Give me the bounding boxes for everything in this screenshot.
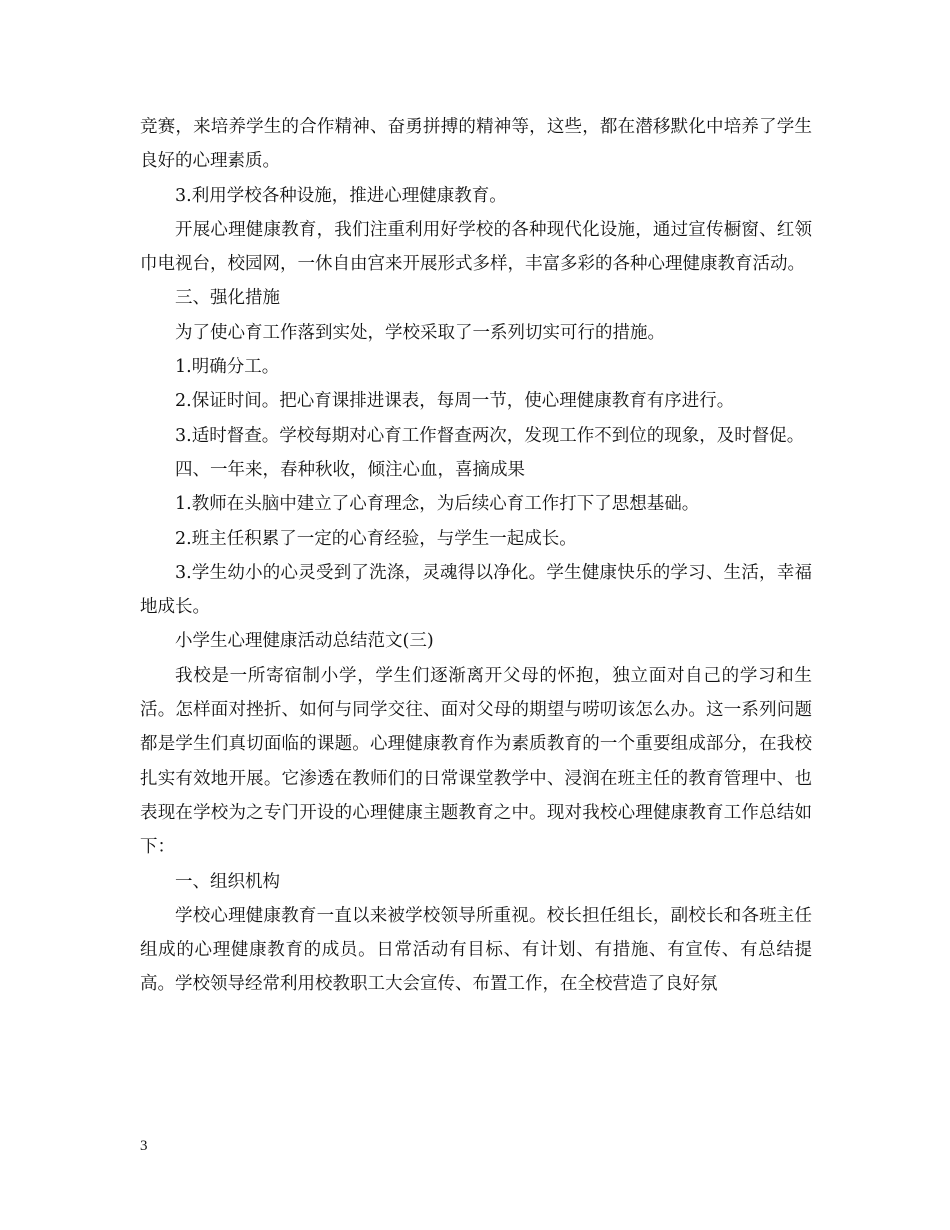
list-item-division: 1.明确分工。 (175, 357, 280, 378)
paragraph-subheading-facilities: 3.利用学校各种设施，推进心理健康教育。 (175, 185, 507, 206)
list-item-time: 2.保证时间。把心育课排进课表，每周一节，使心理健康教育有序进行。 (175, 391, 735, 412)
list-item-inspection: 3.适时督查。学校每期对心育工作督查两次，发现工作不到位的现象，及时督促。 (175, 425, 805, 446)
paragraph-facilities: 开展心理健康教育，我们注重利用好学校的各种现代化设施，通过宣传橱窗、红领巾电视台，校园网，一休自由宫来开展形式多样，丰富多彩的各种心理健康教育活动。 (140, 219, 812, 275)
paragraph-intro: 我校是一所寄宿制小学，学生们逐渐离开父母的怀抱，独立面对自己的学习和生活。怎样面对挫折、如何与同学交往、面对父母的期望与唠叨该怎么办。这一系列问题都是学生们真切面临的课题。心理健康教育作为素质教育的一个重要组成部分，在我校扎实有效地开展。它渗透在教师们的日常课堂教学中、浸润在班主任的教育管理中、也表现在学校为之专门开设的心理健康主题教育之中。现对我校心理健康教育工作总结如下： (140, 665, 812, 858)
list-item-teachers: 1.教师在头脑中建立了心育理念，为后续心育工作打下了思想基础。 (175, 494, 700, 515)
article-title-three: 小学生心理健康活动总结范文(三) (175, 631, 434, 652)
document-body (140, 110, 812, 1002)
section-heading-measures: 三、强化措施 (175, 288, 280, 309)
paragraph-measures-intro: 为了使心育工作落到实处，学校采取了一系列切实可行的措施。 (175, 322, 665, 343)
page-number: 3 (140, 1138, 148, 1154)
section-heading-results: 四、一年来，春种秋收，倾注心血，喜摘成果 (175, 459, 525, 480)
section-heading-organization: 一、组织机构 (175, 871, 280, 892)
list-item-students: 3.学生幼小的心灵受到了洗涤，灵魂得以净化。学生健康快乐的学习、生活，幸福地成长。 (140, 562, 812, 618)
paragraph-organization: 学校心理健康教育一直以来被学校领导所重视。校长担任组长，副校长和各班主任组成的心理健康教育的成员。日常活动有目标、有计划、有措施、有宣传、有总结提高。学校领导经常利用校教职工大会宣传、布置工作，在全校营造了良好氛 (140, 905, 812, 995)
list-item-class-teachers: 2.班主任积累了一定的心育经验，与学生一起成长。 (175, 528, 577, 549)
paragraph-continued: 竞赛，来培养学生的合作精神、奋勇拼搏的精神等，这些，都在潜移默化中培养了学生良好的心理素质。 (140, 117, 812, 172)
